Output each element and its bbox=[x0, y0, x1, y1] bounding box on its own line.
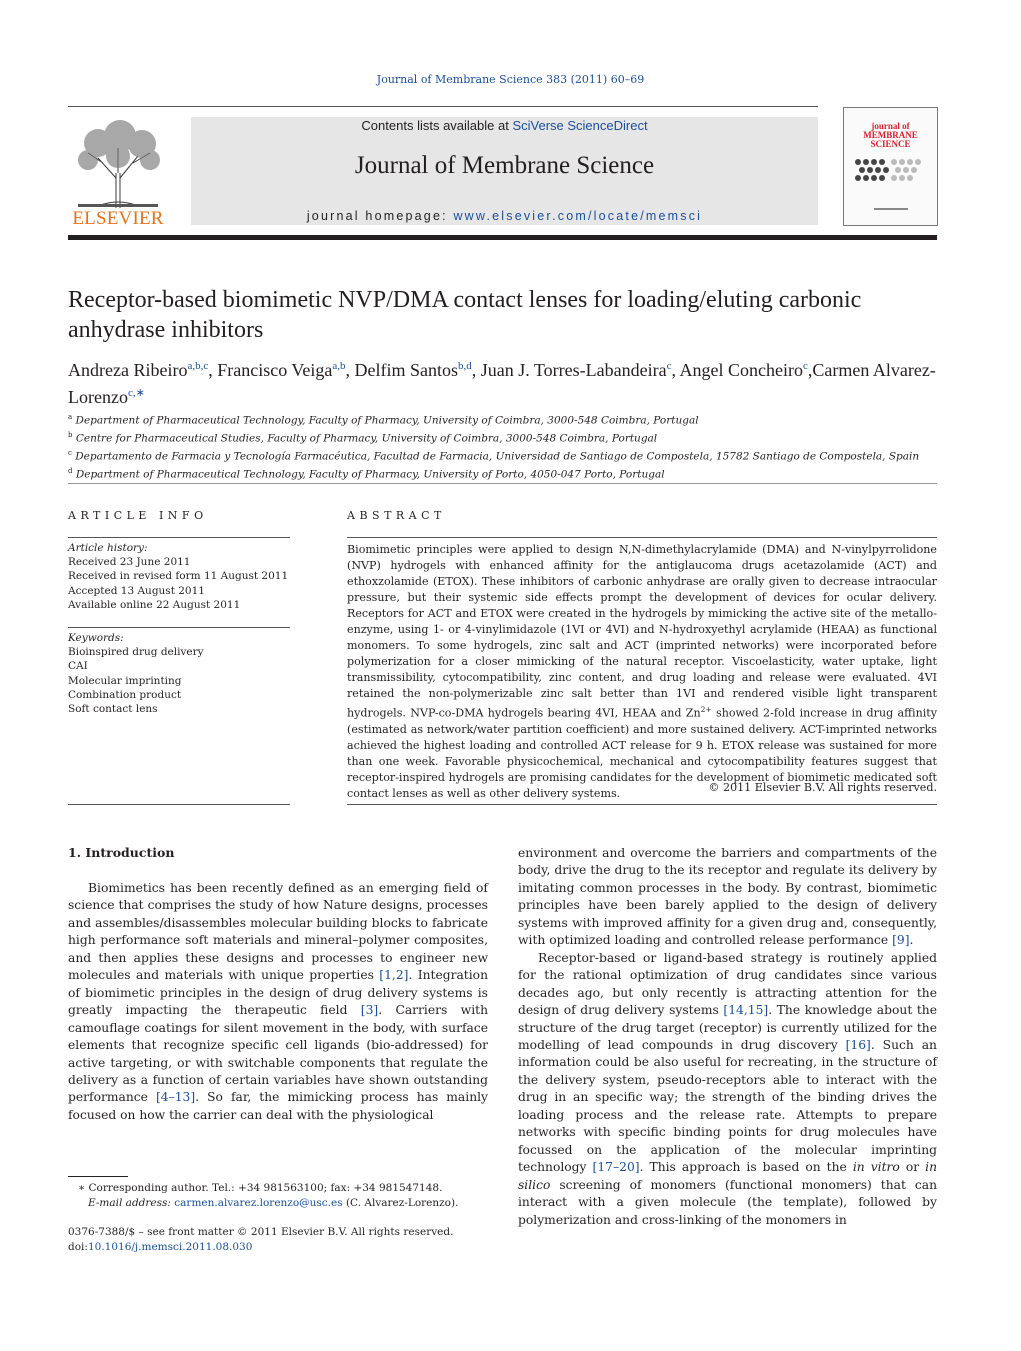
history-items bbox=[68, 555, 290, 612]
keyword-item: CAI bbox=[68, 660, 88, 673]
doi-label: doi: bbox=[68, 1241, 88, 1253]
affiliation-label: b bbox=[68, 431, 73, 439]
body-text: Biomimetics has been recently defined as an emerging field of science that comprises the study of how Nature designs, processes and assembles/disassembles molecular building blocks to fabricate high performance soft materials and mineral–polymer composites, and then applies these designs and processes to engineer new molecules and materials with unique properties bbox=[68, 881, 488, 983]
citation-reference[interactable]: [17–20] bbox=[592, 1160, 640, 1175]
body-text: Receptor-based or ligand-based strategy is routinely applied for the rational optimization of drug candidates since various decades ago, but only recently is attracting attention for the design of drug delivery systems bbox=[518, 950, 937, 1018]
elsevier-wordmark: ELSEVIER bbox=[72, 208, 164, 229]
history-item: Available online 22 August 2011 bbox=[68, 598, 241, 611]
author-separator: , bbox=[807, 360, 813, 380]
abstract-part-1: Biomimetic principles were applied to design N,N-dimethylacrylamide (DMA) and N-vinylpyrrolidone (NVP) hydrogels with enhanced affinity for the antiglaucoma drugs acetazolamide (ACT) and ethoxzolamide (ETOX). These inhibitors of carbonic anhydrase are orally given to decrease intraocular pressure, but their systemic side effects prompt the development of devices for ocular delivery. Receptors for ACT and ETOX were created in the hydrogels by mimicking the active site of the metallo-enzyme, using 1- or 4-vinylimidazole (1VI or 4VI) and N-hydroxyethyl acrylamide (HEAA) as functional monomers. To some hydrogels, zinc salt and ACT (imprinted networks) were incorporated before polymerization for a closer mimicking of the natural receptor. Viscoelasticity, water uptake, light transmissibility, cytocompatibility, zinc content, and drug loading and release were evaluated. 4VI retained the non-polymerizable zinc salt better than 1VI and rendered visible light transparent hydrogels. NVP-co-DMA hydrogels bearing 4VI, HEAA and Zn bbox=[347, 543, 937, 720]
abstract-copyright: © 2011 Elsevier B.V. All rights reserved. bbox=[708, 781, 937, 794]
body-text: . bbox=[909, 933, 914, 948]
footnotes bbox=[68, 1181, 488, 1211]
intro-paragraph-2 bbox=[518, 950, 937, 1229]
front-matter bbox=[68, 1225, 488, 1255]
section-heading-introduction: 1. Introduction bbox=[68, 845, 175, 860]
keyword-item: Bioinspired drug delivery bbox=[68, 646, 204, 659]
article-info-rule-top bbox=[68, 537, 290, 538]
journal-name: Journal of Membrane Science bbox=[354, 152, 655, 179]
citation-reference[interactable]: [9] bbox=[892, 933, 910, 948]
body-text: . The knowledge about the structure of the drug target (receptor) is currently utilized for the modelling of lead compounds in drug discovery bbox=[518, 1003, 937, 1052]
author-affiliation-marks[interactable]: c bbox=[666, 360, 672, 372]
citation-reference[interactable]: [1,2] bbox=[379, 968, 409, 983]
keywords-label: Keywords: bbox=[68, 632, 124, 644]
article-info-rule-bottom bbox=[68, 804, 290, 805]
affiliation bbox=[68, 446, 948, 464]
affiliation-text: Centre for Pharmaceutical Studies, Faculty of Pharmacy, University of Coimbra, 3000-548 Coimbra, Portugal bbox=[75, 432, 658, 445]
author-affiliation-marks[interactable]: c,∗ bbox=[127, 387, 145, 399]
keyword-item: Combination product bbox=[68, 688, 182, 701]
article-info-rule-mid bbox=[68, 627, 290, 628]
author-separator: , bbox=[671, 360, 680, 380]
corresponding-author-note: ∗ Corresponding author. Tel.: +34 981563100; fax: +34 981547148. bbox=[78, 1182, 443, 1194]
author-list bbox=[68, 355, 948, 409]
contents-prefix: Contents lists available at bbox=[361, 118, 513, 133]
cover-footer-mark bbox=[874, 208, 908, 210]
abstract-rule-bottom bbox=[347, 804, 937, 805]
body-text: . Carriers with camouflage coatings for silent movement in the body, with surface elements that recognize specific cell ligands (bio-addressed) for active targeting, or with switchable components that regulate the delivery as a function of certain variables have shown outstanding performance bbox=[68, 1003, 488, 1105]
affiliation-divider bbox=[68, 483, 937, 484]
citation-reference[interactable]: [14,15] bbox=[723, 1003, 769, 1018]
body-text: or bbox=[899, 1160, 926, 1175]
history-item: Received in revised form 11 August 2011 bbox=[68, 570, 289, 583]
zinc-charge-superscript: 2+ bbox=[700, 705, 712, 714]
email-label: E-mail address: bbox=[88, 1197, 175, 1209]
keyword-item: Soft contact lens bbox=[68, 703, 158, 716]
body-text: environment and overcome the barriers and compartments of the body, drive the drug to the its receptor and regulate its delivery by imitating common processes in the body. By contrast, biomimetic principles have been barely applied to the design of delivery systems with improved affinity for a given drug and, consequently, with optimized loading and controlled release performance bbox=[518, 846, 937, 948]
author-separator: , bbox=[208, 360, 218, 380]
affiliation-text: Departamento de Farmacia y Tecnología Farmacéutica, Facultad de Farmacia, Universidad de Santiago de Compostela, 15782 Santiago de Compostela, Spain bbox=[75, 450, 920, 463]
body-column-left bbox=[68, 880, 488, 1124]
citation-reference[interactable]: [3] bbox=[360, 1003, 379, 1018]
article-history bbox=[68, 541, 290, 612]
cover-title: journal of MEMBRANE SCIENCE bbox=[863, 121, 918, 149]
author-separator: , bbox=[471, 360, 481, 380]
author-affiliation-marks[interactable]: a,b,c bbox=[187, 360, 209, 372]
homepage-link[interactable]: www.elsevier.com/locate/memsci bbox=[453, 209, 703, 223]
author-name: Angel Concheiro bbox=[679, 360, 803, 380]
citation-reference[interactable]: [4–13] bbox=[155, 1090, 196, 1105]
email-link[interactable]: carmen.alvarez.lorenzo@usc.es bbox=[174, 1197, 343, 1209]
article-info-heading: ARTICLE INFO bbox=[68, 509, 208, 522]
email-note bbox=[68, 1196, 488, 1211]
homepage-prefix: journal homepage: bbox=[306, 209, 454, 223]
journal-homepage-line bbox=[191, 209, 818, 223]
body-text: screening of monomers (functional monomers) that can interact with a given molecule (the template), followed by polymerization and cross-linking of the monomers in bbox=[518, 1177, 937, 1227]
intro-paragraph-1-continued bbox=[518, 845, 937, 950]
history-item: Accepted 13 August 2011 bbox=[68, 584, 205, 597]
abstract-rule-top bbox=[347, 537, 937, 538]
affiliation bbox=[68, 428, 948, 446]
header-rule-bottom bbox=[68, 235, 937, 240]
affiliation-label: a bbox=[68, 413, 73, 421]
keyword-item: Molecular imprinting bbox=[68, 674, 182, 687]
body-column-right bbox=[518, 845, 937, 1229]
affiliation-text: Department of Pharmaceutical Technology, Faculty of Pharmacy, University of Coimbra, 3000-548 Coimbra, Portugal bbox=[75, 414, 699, 427]
contents-availability-line bbox=[191, 118, 818, 133]
issn-line: 0376-7388/$ – see front matter © 2011 Elsevier B.V. All rights reserved. bbox=[68, 1226, 454, 1238]
author-affiliation-marks[interactable]: a,b bbox=[332, 360, 346, 372]
citation-reference[interactable]: [16] bbox=[845, 1037, 871, 1052]
affiliation bbox=[68, 410, 948, 428]
abstract-text bbox=[347, 542, 937, 802]
author-separator: , bbox=[345, 360, 355, 380]
doi-link[interactable]: 10.1016/j.memsci.2011.08.030 bbox=[87, 1241, 253, 1253]
italic-term: in vitro bbox=[852, 1160, 900, 1175]
keywords-block bbox=[68, 631, 290, 716]
abstract-heading: ABSTRACT bbox=[347, 509, 446, 522]
body-text: . Such an information could be also useful for recreating, in the structure of the delivery system, pseudo-receptors able to interact with the drug in an specific way; the strength of the binding drives the loading process and the release rate. Attempts to prepare networks with specific binding points for drug molecules have focussed on the application of the molecular imprinting technology bbox=[518, 1037, 937, 1175]
history-item: Received 23 June 2011 bbox=[68, 556, 191, 569]
affiliation-text: Department of Pharmaceutical Technology, Faculty of Pharmacy, University of Porto, 4050-047 Porto, Portugal bbox=[75, 468, 665, 481]
author-name: Carmen Alvarez-Lorenzo bbox=[68, 360, 936, 407]
affiliation-label: c bbox=[68, 449, 72, 457]
body-text: . So far, the mimicking process has mainly focused on how the carrier can deal with the physiological bbox=[68, 1090, 488, 1122]
affiliations-list bbox=[68, 410, 948, 482]
affiliation bbox=[68, 464, 948, 482]
history-label: Article history: bbox=[68, 542, 148, 554]
body-text: . Integration of biomimetic principles in the design of drug delivery systems is greatly impacting the therapeutic field bbox=[68, 968, 488, 1018]
author-name: Delfim Santos bbox=[354, 360, 458, 380]
author-name: Francisco Veiga bbox=[217, 360, 333, 380]
author-affiliation-marks[interactable]: b,d bbox=[458, 360, 472, 372]
author-affiliation-marks[interactable]: c bbox=[802, 360, 808, 372]
sciencedirect-link[interactable]: SciVerse ScienceDirect bbox=[512, 118, 648, 133]
footnote-rule bbox=[68, 1176, 128, 1177]
header-rule-top bbox=[68, 106, 818, 107]
article-title: Receptor-based biomimetic NVP/DMA contact lenses for loading/eluting carbonic anhydrase inhibitors bbox=[68, 287, 862, 343]
affiliation-label: d bbox=[68, 467, 73, 475]
journal-citation[interactable]: Journal of Membrane Science 383 (2011) 60–69 bbox=[376, 73, 645, 86]
author-name: Juan J. Torres-Labandeira bbox=[480, 360, 667, 380]
keyword-items bbox=[68, 645, 290, 716]
abstract-part-2: showed 2-fold increase in drug affinity (estimated as network/water partition coefficient) and more sustained delivery. ACT-imprinted networks achieved the highest loading and controlled ACT release for 9 h. ETOX release was sustained for more than one week. Favorable physicochemical, mechanical and cytocompatibility features suggest that receptor-inspired hydrogels are promising candidates for the development of biomimetic medicated soft contact lenses as well as other delivery systems. bbox=[347, 706, 937, 800]
journal-cover-thumbnail[interactable] bbox=[843, 107, 938, 226]
intro-paragraph-1 bbox=[68, 880, 488, 1124]
italic-term: in silico bbox=[518, 1160, 938, 1192]
author-name: Andreza Ribeiro bbox=[68, 360, 188, 380]
body-text: . This approach is based on the bbox=[639, 1160, 853, 1175]
email-suffix: (C. Alvarez-Lorenzo). bbox=[342, 1197, 459, 1209]
cover-hexagon-graphic bbox=[852, 154, 929, 194]
doi-line bbox=[68, 1240, 488, 1255]
